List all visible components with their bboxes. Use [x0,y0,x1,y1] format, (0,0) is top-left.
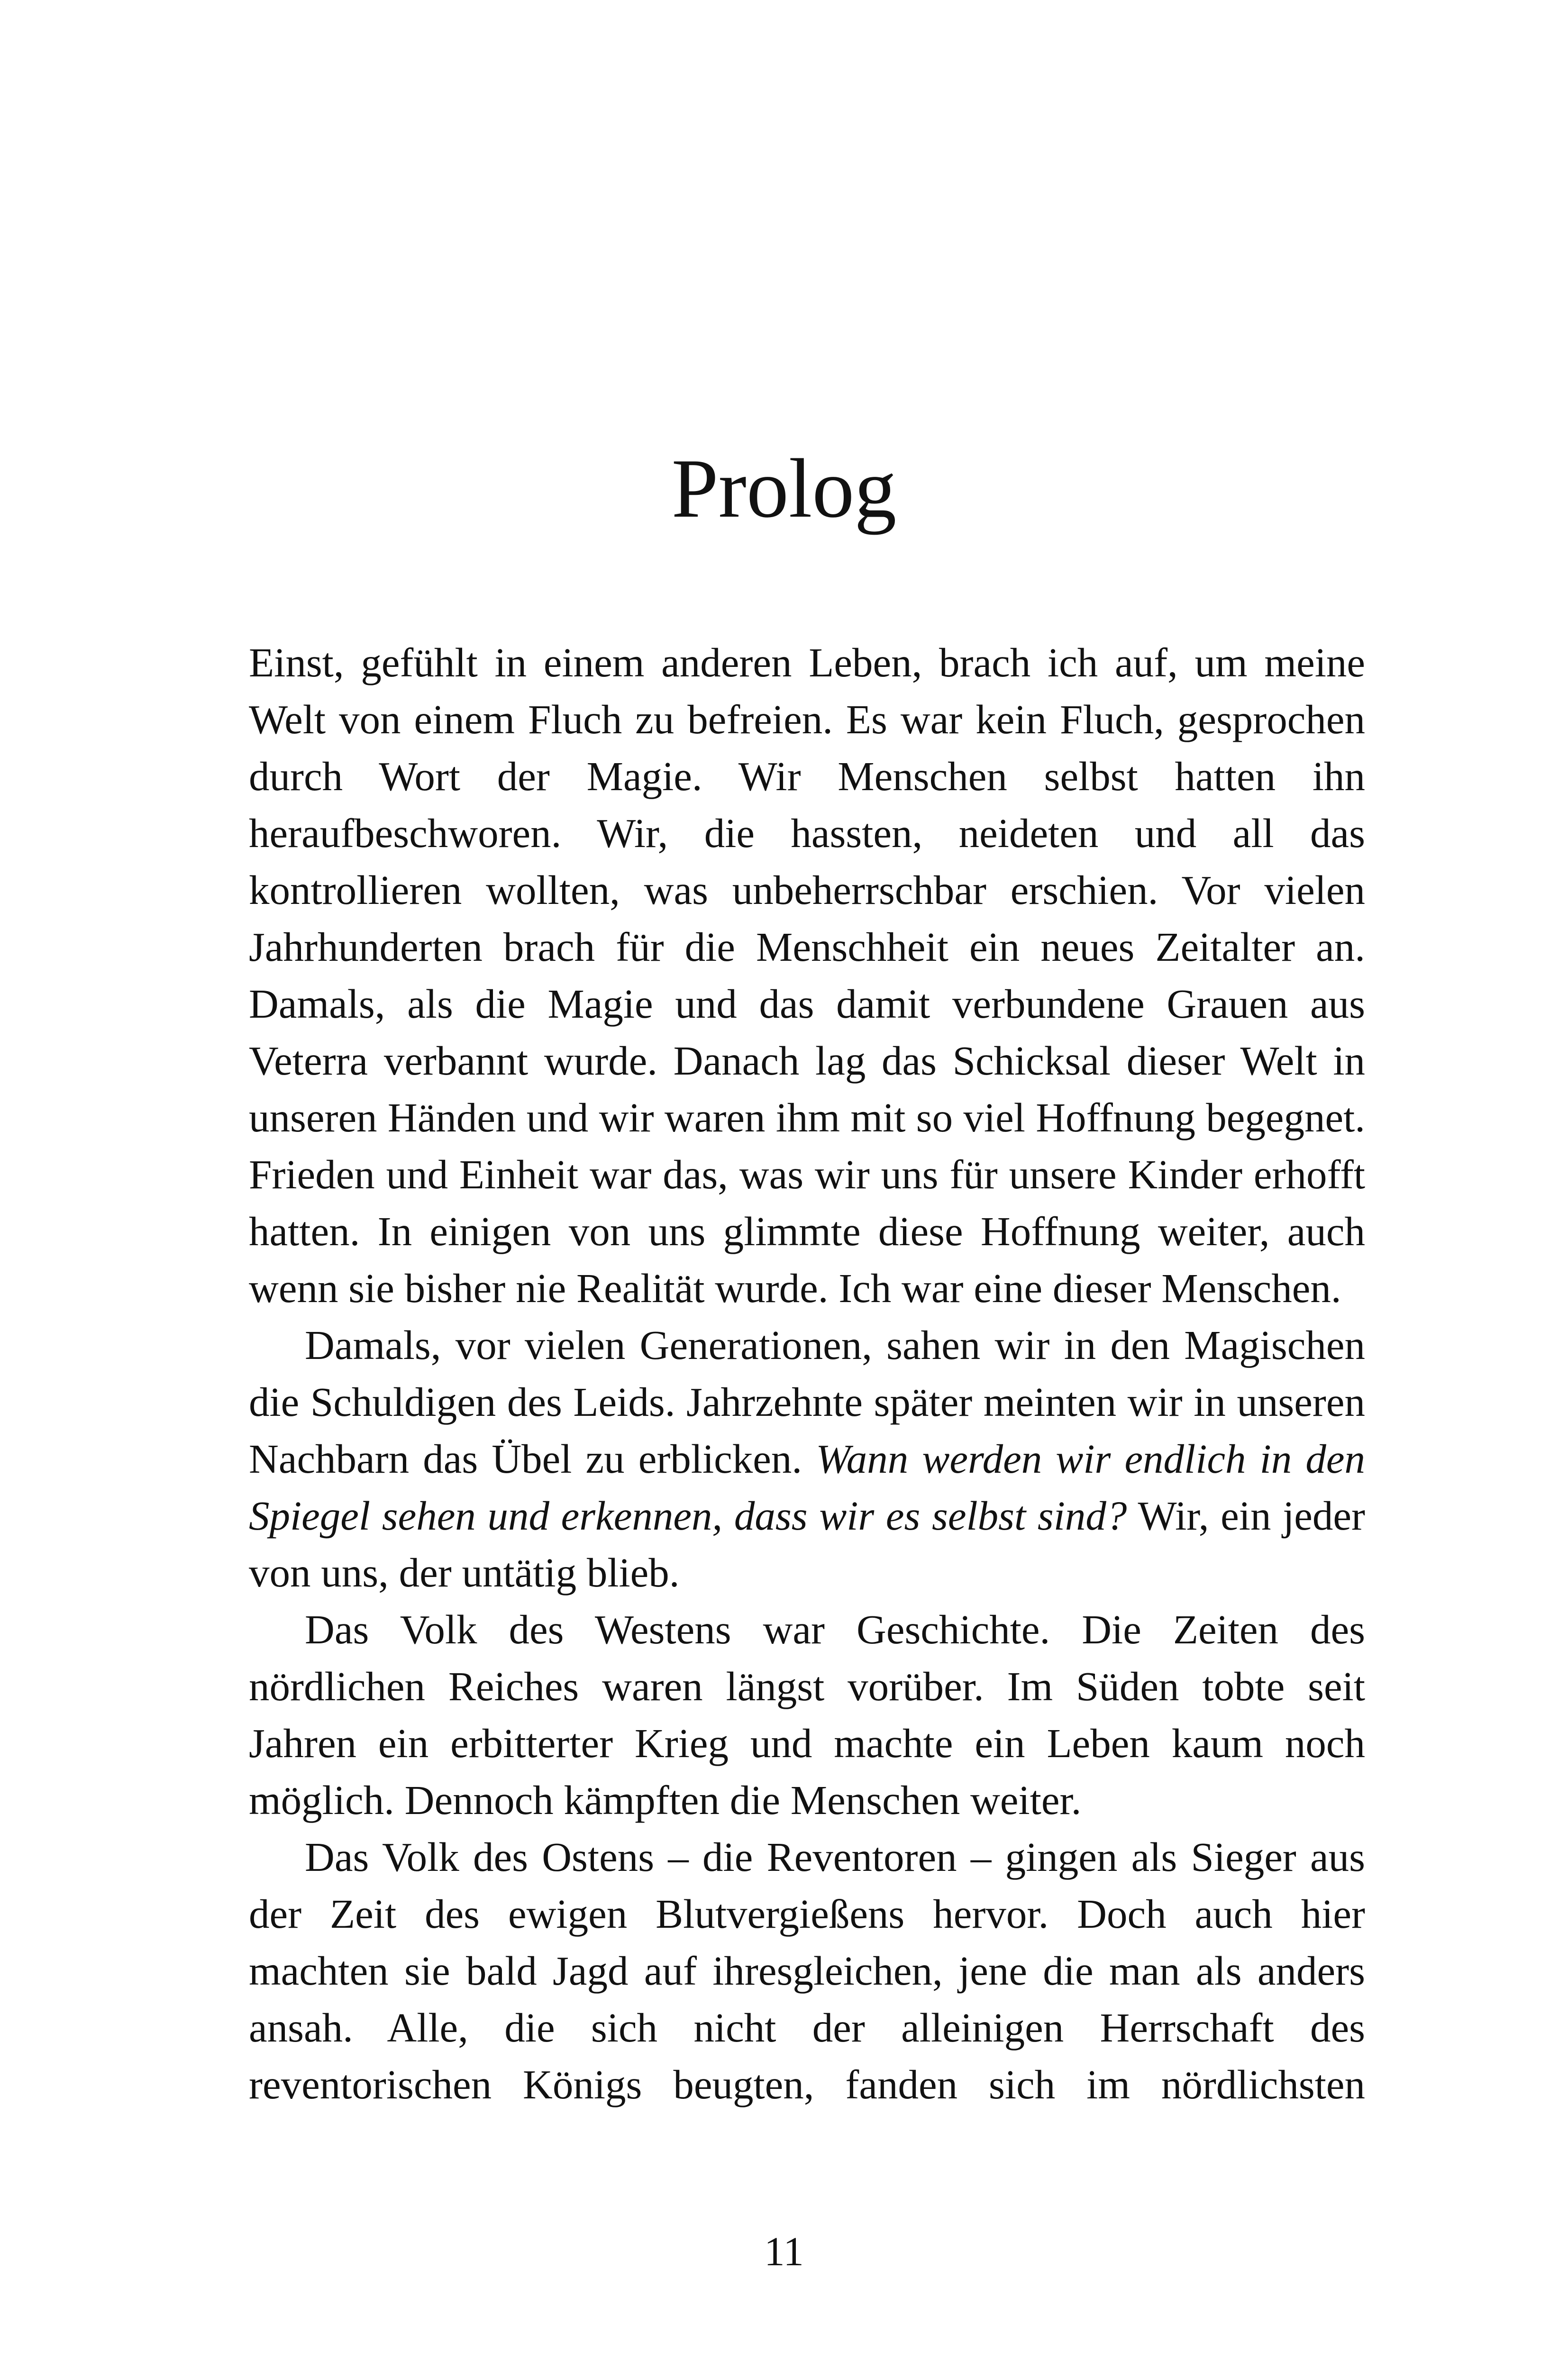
page-number: 11 [764,2228,804,2274]
paragraph-2-text-start: Damals, vor vielen Generationen, sahen wir in den Magischen die Schuldigen des Leids. Jahrzehnte später meinten wir in unseren Nachbarn das Übel zu erblicken. [249,1322,1365,1482]
paragraph-3: Das Volk des Westens war Geschichte. Die Zeiten des nördlichen Reiches waren längst vorüber. Im Süden tobte seit Jahren ein erbitterter Krieg und machte ein Leben kaum noch möglich. Dennoch kämpften die Menschen weiter. [249,1606,1365,1823]
paragraph-1: Einst, gefühlt in einem anderen Leben, brach ich auf, um meine Welt von einem Fluch zu befreien. Es war kein Fluch, gesprochen durch Wort der Magie. Wir Menschen selbst hatten ihn heraufbeschworen. Wir, die hassten, neideten und all das kontrollieren wollten, was unbeherrschbar erschien. Vor vielen Jahrhunderten brach für die Menschheit ein neues Zeitalter an. Damals, als die Magie und das damit verbundene Grauen aus Veterra verbannt wurde. Danach lag das Schicksal dieser Welt in unseren Händen und wir waren ihm mit so viel Hoffnung begegnet. Frieden und Einheit war das, was wir uns für unsere Kinder erhofft hatten. In einigen von uns glimmte diese Hoffnung weiter, auch wenn sie bisher nie Realität wurde. Ich war eine dieser Menschen. [249,639,1365,1311]
paragraph-2-text-end: Wir, ein jeder von uns, der untätig blieb. [249,1493,1365,1595]
paragraph-2 [249,1317,1365,1601]
paragraph-4: Das Volk des Ostens – die Reventoren – gingen als Sieger aus der Zeit des ewigen Blutvergießens hervor. Doch auch hier machten sie bald Jagd auf ihresgleichen, jene die man als anders ansah. Alle, die sich nicht der alleinigen Herrschaft des reventorischen Königs beugten, fanden sich im nördlichsten [249,1834,1365,2107]
body-text [249,634,1365,2113]
paragraph-2-italic-question: Wann werden wir endlich in den Spiegel sehen und erkennen, dass wir es selbst sind? [249,1436,1365,1539]
chapter-title: Prolog [671,441,897,535]
